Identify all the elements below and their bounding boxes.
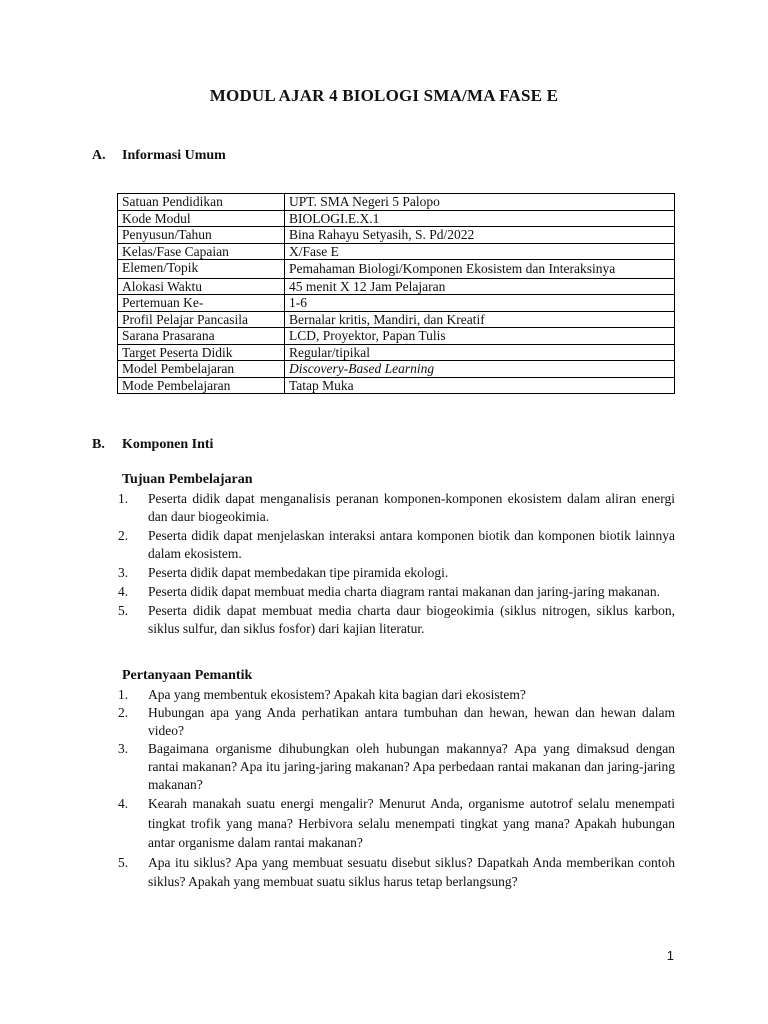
table-row	[118, 311, 675, 328]
table-cell-label: Profil Pelajar Pancasila	[118, 311, 285, 328]
list-item-number: 5.	[118, 603, 129, 618]
table-cell-label: Satuan Pendidikan	[118, 194, 285, 211]
table-cell-label: Kelas/Fase Capaian	[118, 243, 285, 260]
list-item	[118, 602, 675, 638]
list-item-number: 1.	[118, 687, 129, 702]
list-item-text: Apa yang membentuk ekosistem? Apakah kita bagian dari ekosistem?	[148, 687, 526, 702]
section-a-letter: A.	[92, 148, 106, 163]
tujuan-heading: Tujuan Pembelajaran	[122, 472, 253, 487]
list-item-number: 4.	[118, 584, 129, 599]
table-cell-label: Mode Pembelajaran	[118, 377, 285, 394]
list-item-number: 2.	[118, 528, 129, 543]
table-cell-label: Kode Modul	[118, 210, 285, 227]
table-cell-value: Regular/tipikal	[285, 344, 675, 361]
table-cell-label: Pertemuan Ke-	[118, 295, 285, 312]
list-item	[118, 490, 675, 526]
table-cell-label: Target Peserta Didik	[118, 344, 285, 361]
table-cell-value: Discovery-Based Learning	[285, 361, 675, 378]
section-b-letter: B.	[92, 437, 105, 452]
table-cell-label: Elemen/Topik	[118, 260, 285, 279]
table-cell-value: X/Fase E	[285, 243, 675, 260]
list-item	[118, 853, 675, 892]
list-item-text: Bagaimana organisme dihubungkan oleh hubungan makannya? Apa yang dimaksud dengan rantai makanan? Apa itu jaring-jaring makanan? Apa perbedaan rantai makanan dan jaring-jaring makanan?	[148, 741, 675, 792]
section-b-title: Komponen Inti	[122, 437, 214, 452]
list-item-text: Peserta didik dapat menjelaskan interaksi antara komponen biotik dan komponen biotik lainnya dalam ekosistem.	[148, 528, 675, 561]
table-cell-value: Tatap Muka	[285, 377, 675, 394]
tujuan-list	[118, 490, 675, 639]
section-a-heading	[92, 148, 226, 164]
list-item	[118, 740, 675, 794]
list-item-text: Peserta didik dapat menganalisis peranan komponen-komponen ekosistem dalam aliran energi dan daur biogeokimia.	[148, 491, 675, 524]
table-row	[118, 328, 675, 345]
table-row	[118, 377, 675, 394]
list-item-number: 3.	[118, 565, 129, 580]
table-cell-value: UPT. SMA Negeri 5 Palopo	[285, 194, 675, 211]
list-item-text: Kearah manakah suatu energi mengalir? Menurut Anda, organisme autotrof selalu menempati tingkat trofik yang mana? Herbivora selalu menempati tingkat yang mana? Apakah hubungan antar organisme dalam rantai makanan?	[148, 796, 675, 850]
table-cell-value: Bina Rahayu Setyasih, S. Pd/2022	[285, 227, 675, 244]
table-cell-value: BIOLOGI.E.X.1	[285, 210, 675, 227]
list-item	[118, 686, 675, 704]
list-item	[118, 704, 675, 740]
table-cell-value: LCD, Proyektor, Papan Tulis	[285, 328, 675, 345]
section-a-title: Informasi Umum	[122, 148, 226, 163]
table-row	[118, 344, 675, 361]
table-cell-label: Model Pembelajaran	[118, 361, 285, 378]
table-row	[118, 361, 675, 378]
table-cell-label: Penyusun/Tahun	[118, 227, 285, 244]
list-item-text: Hubungan apa yang Anda perhatikan antara tumbuhan dan hewan, hewan dan hewan dalam video?	[148, 705, 675, 738]
table-cell-value: 1-6	[285, 295, 675, 312]
table-cell-label: Alokasi Waktu	[118, 278, 285, 295]
list-item-number: 4.	[118, 796, 129, 811]
table-row	[118, 243, 675, 260]
list-item-text: Peserta didik dapat membedakan tipe piramida ekologi.	[148, 565, 449, 580]
list-item	[118, 794, 675, 853]
list-item-number: 2.	[118, 705, 129, 720]
list-item-number: 5.	[118, 854, 129, 870]
table-row	[118, 210, 675, 227]
list-item-number: 3.	[118, 741, 129, 756]
table-cell-value: 45 menit X 12 Jam Pelajaran	[285, 278, 675, 295]
list-item-text: Peserta didik dapat membuat media charta daur biogeokimia (siklus nitrogen, siklus karbon, siklus sulfur, dan siklus fosfor) dari kajian literatur.	[148, 603, 675, 636]
info-table	[117, 193, 675, 394]
table-row	[118, 227, 675, 244]
pemantik-heading: Pertanyaan Pemantik	[122, 668, 253, 683]
list-item	[118, 564, 675, 582]
table-cell-value: Pemahaman Biologi/Komponen Ekosistem dan Interaksinya	[285, 260, 675, 279]
list-item-text: Peserta didik dapat membuat media charta diagram rantai makanan dan jaring-jaring makanan.	[148, 584, 661, 599]
table-row	[118, 194, 675, 211]
list-item-number: 1.	[118, 491, 129, 506]
table-row	[118, 295, 675, 312]
table-cell-value: Bernalar kritis, Mandiri, dan Kreatif	[285, 311, 675, 328]
table-row	[118, 260, 675, 279]
list-item	[118, 527, 675, 563]
table-cell-label: Sarana Prasarana	[118, 328, 285, 345]
table-row	[118, 278, 675, 295]
document-title: MODUL AJAR 4 BIOLOGI SMA/MA FASE E	[209, 86, 559, 105]
section-b-heading	[92, 437, 213, 453]
page-number: 1	[666, 948, 674, 963]
pemantik-list	[118, 686, 675, 892]
list-item	[118, 583, 675, 601]
list-item-text: Apa itu siklus? Apa yang membuat sesuatu disebut siklus? Dapatkah Anda memberikan contoh siklus? Apakah yang membuat suatu siklus harus tetap berlangsung?	[148, 854, 675, 889]
